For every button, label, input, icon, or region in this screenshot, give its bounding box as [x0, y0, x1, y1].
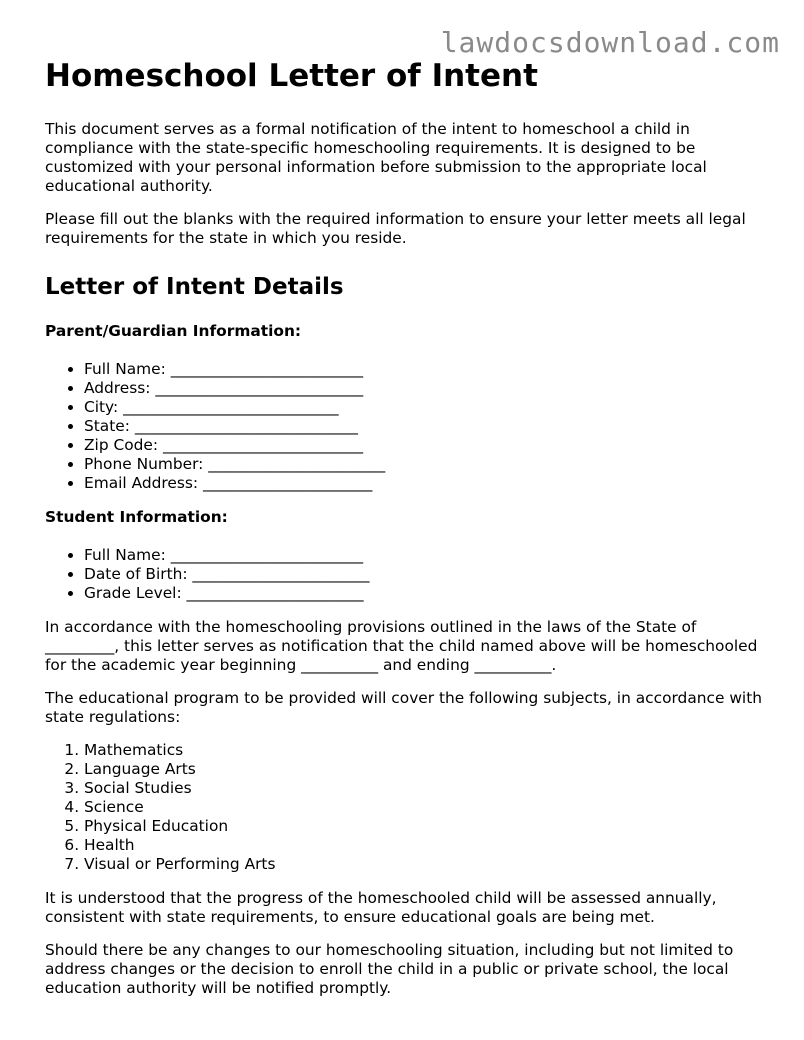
subject-item: 2. Language Arts [84, 760, 765, 779]
parent-field-address: • Address: ___________________________ [84, 379, 765, 398]
details-heading: Letter of Intent Details [45, 274, 344, 300]
subject-item: 5. Physical Education [84, 817, 765, 836]
student-fields-list [45, 546, 765, 603]
subject-item: 4. Science [84, 798, 765, 817]
intro-paragraph-1: This document serves as a formal notification of the intent to homeschool a child in compliance with the state-specific homeschooling requirements. It is designed to be customized with your personal information before submission to the appropriate local educational authority. [45, 120, 707, 195]
changes-paragraph: Should there be any changes to our homeschooling situation, including but not limited to address changes or the decision to enroll the child in a public or private school, the local education authority will be notified promptly. [45, 941, 734, 997]
accordance-paragraph: In accordance with the homeschooling provisions outlined in the laws of the State of _________, this letter serves as notification that the child named above will be homeschooled for the academic year beginning __________ and ending __________. [45, 618, 758, 674]
subjects-list [45, 741, 765, 874]
parent-field-zip-code: • Zip Code: __________________________ [84, 436, 765, 455]
intro-paragraph-2: Please fill out the blanks with the required information to ensure your letter meets all legal requirements for the state in which you reside. [45, 210, 746, 247]
parent-field-email-address: • Email Address: ______________________ [84, 474, 765, 493]
subject-item: 7. Visual or Performing Arts [84, 855, 765, 874]
parent-field-full-name: • Full Name: _________________________ [84, 360, 765, 379]
subject-item: 6. Health [84, 836, 765, 855]
parent-section-heading: Parent/Guardian Information: [45, 322, 302, 340]
subject-item: 3. Social Studies [84, 779, 765, 798]
student-section-heading: Student Information: [45, 508, 228, 526]
parent-field-phone-number: • Phone Number: _______________________ [84, 455, 765, 474]
student-field-full-name: • Full Name: _________________________ [84, 546, 765, 565]
parent-field-city: • City: ____________________________ [84, 398, 765, 417]
parent-field-state: • State: _____________________________ [84, 417, 765, 436]
program-paragraph: The educational program to be provided will cover the following subjects, in accordance with state regulations: [45, 689, 762, 726]
parent-fields-list [45, 360, 765, 493]
document-page [45, 56, 765, 1012]
watermark: lawdocsdownload.com [440, 26, 780, 59]
student-field-date-of-birth: • Date of Birth: _______________________ [84, 565, 765, 584]
student-field-grade-level: • Grade Level: _______________________ [84, 584, 765, 603]
subject-item: 1. Mathematics [84, 741, 765, 760]
page-title: Homeschool Letter of Intent [45, 58, 538, 94]
assessment-paragraph: It is understood that the progress of the homeschooled child will be assessed annually, consistent with state requirements, to ensure educational goals are being met. [45, 889, 717, 926]
